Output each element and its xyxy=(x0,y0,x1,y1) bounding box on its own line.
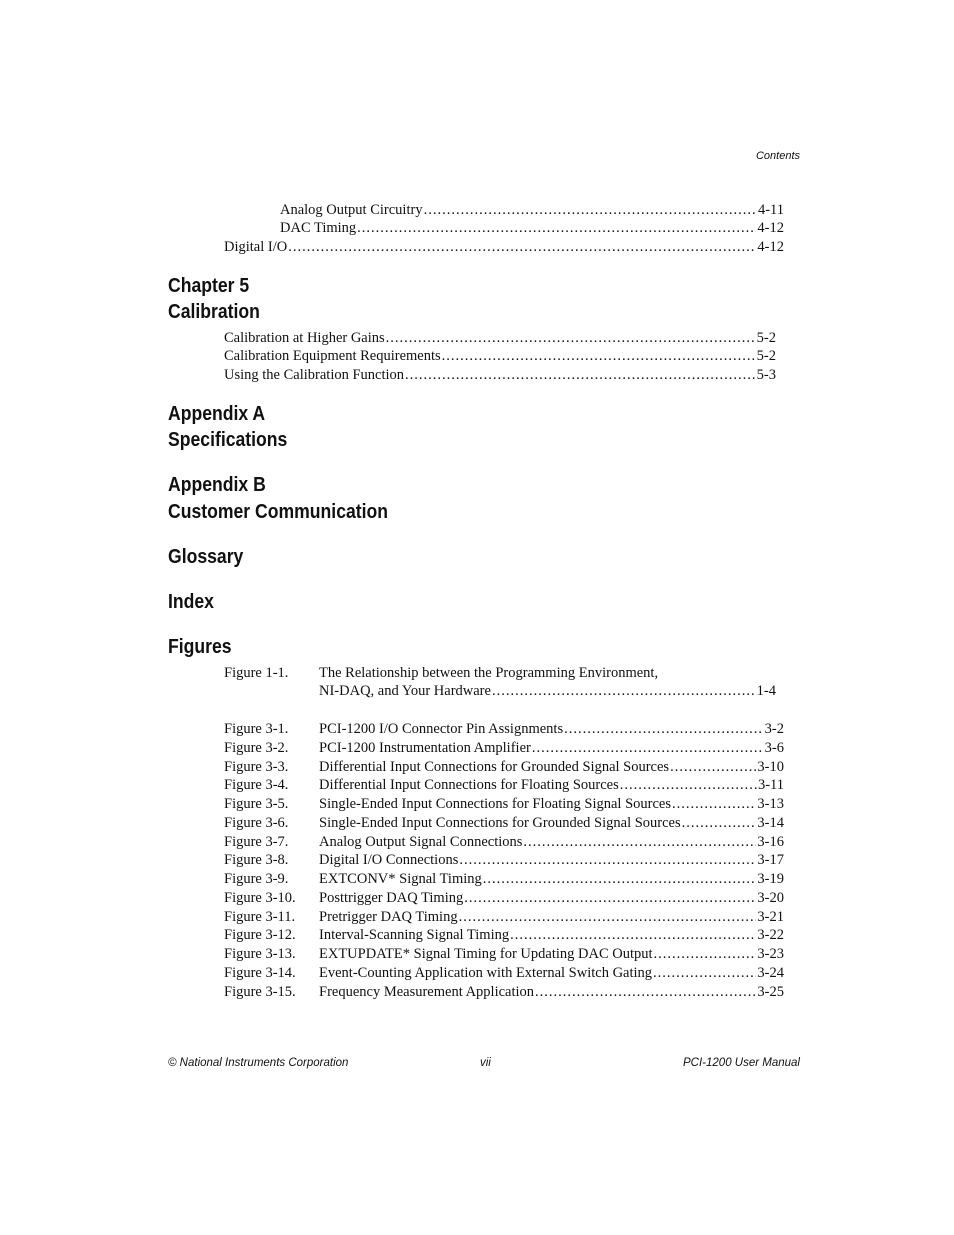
figure-title: Analog Output Signal Connections xyxy=(319,834,523,850)
figure-title: Posttrigger DAQ Timing xyxy=(319,890,464,906)
toc-entry[interactable] xyxy=(280,201,784,219)
figure-entry[interactable] xyxy=(319,964,784,982)
figure-page: 3-21 xyxy=(757,909,784,925)
figure-entry[interactable] xyxy=(319,739,784,757)
figure-title: Pretrigger DAQ Timing xyxy=(319,909,458,925)
figure-page: 3-11 xyxy=(757,777,784,793)
figure-entry[interactable] xyxy=(319,908,784,926)
figure-entry[interactable] xyxy=(319,870,784,888)
dot-leader xyxy=(464,889,756,907)
figure-number: Figure 3-13. xyxy=(224,946,296,962)
dot-leader xyxy=(386,329,756,347)
figure-title: PCI-1200 Instrumentation Amplifier xyxy=(319,740,531,756)
toc-entry-page: 4-12 xyxy=(757,220,784,236)
figure-number: Figure 3-10. xyxy=(224,890,296,906)
toc-entry-page: 4-12 xyxy=(757,239,784,255)
figure-number: Figure 3-12. xyxy=(224,927,296,943)
figure-title: PCI-1200 I/O Connector Pin Assignments xyxy=(319,721,564,737)
figure-title: Interval-Scanning Signal Timing xyxy=(319,927,510,943)
dot-leader xyxy=(357,219,756,237)
footer-manual-title: PCI-1200 User Manual xyxy=(683,1057,800,1069)
figure-page: 3-14 xyxy=(757,815,784,831)
figure-entry[interactable] xyxy=(319,776,784,794)
chapter5-label: Chapter 5 xyxy=(168,275,250,297)
toc-entry[interactable] xyxy=(280,219,784,237)
running-header: Contents xyxy=(755,150,800,162)
figure-number: Figure 3-3. xyxy=(224,759,289,775)
figure-title: Single-Ended Input Connections for Floating Signal Sources xyxy=(319,796,671,812)
toc-entry[interactable] xyxy=(224,329,776,347)
figure-title: Single-Ended Input Connections for Grounded Signal Sources xyxy=(319,815,681,831)
figure-number: Figure 3-9. xyxy=(224,871,289,887)
figure-title: Event-Counting Application with External Switch Gating xyxy=(319,965,653,981)
figure-number: Figure 3-5. xyxy=(224,796,289,812)
figure-title: Frequency Measurement Application xyxy=(319,984,535,1000)
dot-leader xyxy=(564,720,764,738)
figure-title: Differential Input Connections for Floating Sources xyxy=(319,777,619,793)
toc-entry-page: 5-2 xyxy=(756,348,776,364)
figure-number: Figure 3-2. xyxy=(224,740,289,756)
toc-entry-page: 5-3 xyxy=(756,367,776,383)
toc-entry-title: Calibration at Higher Gains xyxy=(224,330,385,346)
figure-page: 3-19 xyxy=(757,871,784,887)
toc-entry[interactable] xyxy=(319,682,776,700)
figure-page: 3-25 xyxy=(757,984,784,1000)
figures-heading: Figures xyxy=(168,636,232,658)
figure-page: 3-2 xyxy=(764,721,784,737)
toc-entry-title: Analog Output Circuitry xyxy=(280,202,423,218)
figure-number: Figure 3-1. xyxy=(224,721,289,737)
figure-entry[interactable] xyxy=(319,945,784,963)
dot-leader xyxy=(654,945,757,963)
dot-leader xyxy=(670,758,756,776)
figure-title: Digital I/O Connections xyxy=(319,852,459,868)
dot-leader xyxy=(510,926,756,944)
toc-entry-title: Digital I/O xyxy=(224,239,288,255)
figure-title: EXTCONV* Signal Timing xyxy=(319,871,482,887)
dot-leader xyxy=(620,776,757,794)
dot-leader xyxy=(682,814,757,832)
figure-number: Figure 3-14. xyxy=(224,965,296,981)
figure-page: 3-13 xyxy=(757,796,784,812)
appendix-a-label: Appendix A xyxy=(168,403,266,425)
toc-entry-page: 1-4 xyxy=(756,683,776,699)
figure-title: EXTUPDATE* Signal Timing for Updating DAC Output xyxy=(319,946,653,962)
dot-leader xyxy=(288,238,756,256)
dot-leader xyxy=(653,964,756,982)
figure-number: Figure 3-7. xyxy=(224,834,289,850)
toc-entry-title: DAC Timing xyxy=(280,220,357,236)
appendix-a-title[interactable]: Specifications xyxy=(168,429,288,451)
dot-leader xyxy=(523,833,756,851)
figure-number: Figure 3-15. xyxy=(224,984,296,1000)
appendix-b-title[interactable]: Customer Communication xyxy=(168,501,389,523)
index-heading[interactable]: Index xyxy=(168,591,214,613)
dot-leader xyxy=(483,870,757,888)
figure-entry[interactable] xyxy=(319,851,784,869)
toc-entry-page: 4-11 xyxy=(757,202,784,218)
figure-page: 3-22 xyxy=(757,927,784,943)
dot-leader xyxy=(492,682,756,700)
figure-entry[interactable] xyxy=(319,833,784,851)
figure-number: Figure 1-1. xyxy=(224,665,289,681)
figure-number: Figure 3-11. xyxy=(224,909,296,925)
figure-number: Figure 3-4. xyxy=(224,777,289,793)
dot-leader xyxy=(535,983,756,1001)
figure-title: Differential Input Connections for Grounded Signal Sources xyxy=(319,759,670,775)
figure-page: 3-6 xyxy=(764,740,784,756)
glossary-heading[interactable]: Glossary xyxy=(168,546,244,568)
toc-entry-title: Calibration Equipment Requirements xyxy=(224,348,441,364)
toc-entry-page: 5-2 xyxy=(756,330,776,346)
dot-leader xyxy=(459,851,756,869)
figure-page: 3-24 xyxy=(757,965,784,981)
figure-entry[interactable] xyxy=(319,926,784,944)
dot-leader xyxy=(424,201,757,219)
toc-entry-title: Using the Calibration Function xyxy=(224,367,405,383)
figure-entry[interactable] xyxy=(319,720,784,738)
dot-leader xyxy=(672,795,756,813)
dot-leader xyxy=(442,347,756,365)
figure-page: 3-23 xyxy=(757,946,784,962)
figure-entry[interactable] xyxy=(319,758,784,776)
toc-entry[interactable] xyxy=(224,366,776,384)
figure-entry[interactable] xyxy=(319,795,784,813)
figure-number: Figure 3-8. xyxy=(224,852,289,868)
figure-page: 3-16 xyxy=(757,834,784,850)
dot-leader xyxy=(405,366,756,384)
footer-page-number: vii xyxy=(480,1057,491,1069)
dot-leader xyxy=(532,739,764,757)
figure-page: 3-10 xyxy=(757,759,784,775)
footer-copyright: © National Instruments Corporation xyxy=(168,1057,349,1069)
figure-title-line1[interactable]: The Relationship between the Programming Environment, xyxy=(319,665,659,681)
figure-entry[interactable] xyxy=(319,889,784,907)
chapter5-title[interactable]: Calibration xyxy=(168,301,260,323)
figure-page: 3-17 xyxy=(757,852,784,868)
dot-leader xyxy=(459,908,757,926)
toc-entry[interactable] xyxy=(224,347,776,365)
figure-entry[interactable] xyxy=(319,814,784,832)
appendix-b-label: Appendix B xyxy=(168,474,266,496)
figure-page: 3-20 xyxy=(757,890,784,906)
toc-entry-title: NI-DAQ, and Your Hardware xyxy=(319,683,491,699)
toc-entry[interactable] xyxy=(224,238,784,256)
figure-entry[interactable] xyxy=(319,983,784,1001)
figure-number: Figure 3-6. xyxy=(224,815,289,831)
